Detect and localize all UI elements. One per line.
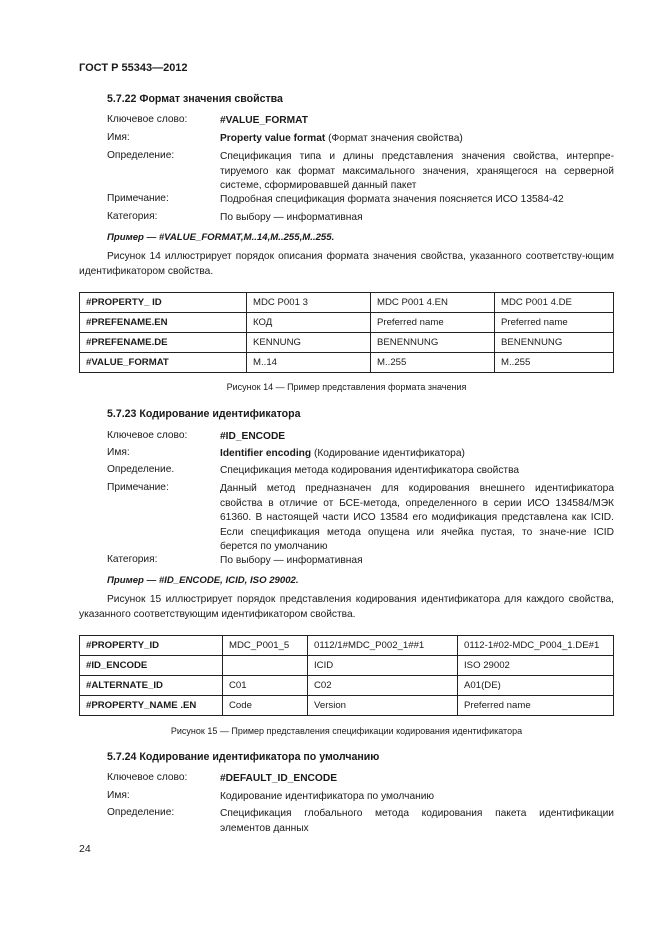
field-label: Имя: xyxy=(107,447,130,458)
figure-15-caption: Рисунок 15 — Пример представления спецификации кодирования идентификатора xyxy=(170,726,523,736)
name-row xyxy=(107,132,614,147)
table-cell: ICID xyxy=(308,656,458,676)
field-label: Определение. xyxy=(107,464,175,475)
field-value: #VALUE_FORMAT xyxy=(220,115,308,126)
name-row xyxy=(107,790,614,805)
document-header: ГОСТ Р 55343—2012 xyxy=(79,62,188,74)
figure-15-table xyxy=(79,635,614,716)
field-value: Спецификация типа и длины представления значения свойства, интерпре-тируемого как формат максимального значения, хранящегося на серверной системе, сформировавшей данный пакет xyxy=(220,151,614,191)
paragraph: Рисунок 14 иллюстрирует порядок описания формата значения свойства, указанного соответству-ющим идентификатором свойства. xyxy=(79,251,614,277)
field-value xyxy=(220,447,614,462)
field-label: Определение: xyxy=(107,807,175,818)
table-cell: ISO 29002 xyxy=(458,656,614,676)
russian-name: (Кодирование идентификатора) xyxy=(311,448,465,459)
field-label: Ключевое слово: xyxy=(107,772,188,783)
section-title-5-7-23: 5.7.23 Кодирование идентификатора xyxy=(107,408,301,420)
figure-14-caption: Рисунок 14 — Пример представления формата значения xyxy=(226,382,467,392)
table-cell: 0112/1#MDC_P002_1##1 xyxy=(308,636,458,656)
category-row xyxy=(107,211,614,226)
table-row xyxy=(80,676,614,696)
table-row xyxy=(80,293,614,313)
field-label: Примечание: xyxy=(107,482,169,493)
definition-row xyxy=(107,464,614,479)
example-prefix: Пример — xyxy=(107,232,159,243)
table-cell: #PROPERTY_ID xyxy=(80,636,223,656)
table-row xyxy=(80,636,614,656)
definition-row xyxy=(107,807,614,836)
table-cell: MDC_P001_5 xyxy=(223,636,308,656)
table-cell: Version xyxy=(308,696,458,716)
keyword-row xyxy=(107,430,614,445)
example-body: #ID_ENCODE, ICID, ISO 29002. xyxy=(158,575,299,586)
table-cell: #PROPERTY_NAME .EN xyxy=(80,696,223,716)
field-value: Спецификация метода кодирования идентификатора свойства xyxy=(220,465,520,476)
table-cell: M..255 xyxy=(495,353,614,373)
field-value xyxy=(220,132,614,147)
field-value: #DEFAULT_ID_ENCODE xyxy=(220,773,337,784)
table-cell xyxy=(223,656,308,676)
table-cell: MDC P001 3 xyxy=(247,293,371,313)
example-body: #VALUE_FORMAT,M..14,M..255,M..255. xyxy=(158,232,335,243)
note-row xyxy=(107,193,614,208)
field-value: #ID_ENCODE xyxy=(220,431,286,442)
table-cell: #VALUE_FORMAT xyxy=(80,353,247,373)
field-label: Имя: xyxy=(107,790,130,801)
field-label: Категория: xyxy=(107,554,158,565)
field-label: Примечание: xyxy=(107,193,169,204)
keyword-row xyxy=(107,772,614,787)
table-cell: #ALTERNATE_ID xyxy=(80,676,223,696)
example-line xyxy=(107,232,334,243)
table-cell: A01(DE) xyxy=(458,676,614,696)
section-title-5-7-22: 5.7.22 Формат значения свойства xyxy=(107,93,283,105)
section-title-5-7-24: 5.7.24 Кодирование идентификатора по умолчанию xyxy=(107,751,380,763)
table-cell: Code xyxy=(223,696,308,716)
table-cell: КОД xyxy=(247,313,371,333)
table-cell: #PREFENAME.DE xyxy=(80,333,247,353)
table-cell: M..14 xyxy=(247,353,371,373)
english-name: Identifier encoding xyxy=(220,448,312,459)
field-value: Спецификация глобального метода кодирования пакета идентификации элементов данных xyxy=(220,808,614,834)
table-cell: Preferred name xyxy=(495,313,614,333)
field-value: Подробная спецификация формата значения поясняется ИСО 13584-42 xyxy=(220,194,564,205)
page-number: 24 xyxy=(79,843,91,855)
paragraph: Рисунок 15 иллюстрирует порядок представления кодирования идентификатора для каждого свойства, указанного соответствующим идентификатором свойства. xyxy=(79,594,614,620)
field-label: Ключевое слово: xyxy=(107,430,188,441)
example-line xyxy=(107,575,299,586)
field-value: Данный метод предназначен для кодирования внешнего идентификатора свойства в отличие от БСЕ-метода, определенного в серии ИСО 134584/МЭК 61360. В настоящей части ИСО 13584 его модификация представлена как ICID. Если спецификация метода опущена или ячейка пустая, то значе-ние ICID берется по умолчанию xyxy=(220,483,614,552)
table-cell: MDC P001 4.DE xyxy=(495,293,614,313)
field-label: Имя: xyxy=(107,132,130,143)
table-cell: KENNUNG xyxy=(247,333,371,353)
table-row xyxy=(80,313,614,333)
example-prefix: Пример — xyxy=(107,575,159,586)
field-label: Ключевое слово: xyxy=(107,114,188,125)
table-row xyxy=(80,696,614,716)
field-label: Определение: xyxy=(107,150,175,161)
table-cell: #PROPERTY_ ID xyxy=(80,293,247,313)
table-row xyxy=(80,333,614,353)
table-row xyxy=(80,353,614,373)
table-cell: #PREFENAME.EN xyxy=(80,313,247,333)
category-row xyxy=(107,554,614,569)
table-cell: C01 xyxy=(223,676,308,696)
table-cell: M..255 xyxy=(371,353,495,373)
table-cell: Preferred name xyxy=(458,696,614,716)
table-row xyxy=(80,656,614,676)
table-cell: C02 xyxy=(308,676,458,696)
table-cell: #ID_ENCODE xyxy=(80,656,223,676)
table-cell: Preferred name xyxy=(371,313,495,333)
russian-name: (Формат значения свойства) xyxy=(325,133,463,144)
english-name: Property value format xyxy=(220,133,326,144)
note-row xyxy=(107,482,614,555)
field-label: Категория: xyxy=(107,211,158,222)
table-cell: BENENNUNG xyxy=(371,333,495,353)
keyword-row xyxy=(107,114,614,129)
definition-row xyxy=(107,150,614,194)
table-cell: BENENNUNG xyxy=(495,333,614,353)
field-value: По выбору — информативная xyxy=(220,555,363,566)
figure-14-table xyxy=(79,292,614,373)
field-value: Кодирование идентификатора по умолчанию xyxy=(220,791,435,802)
field-value: По выбору — информативная xyxy=(220,212,363,223)
table-cell: 0112-1#02-MDC_P004_1.DE#1 xyxy=(458,636,614,656)
table-cell: MDC P001 4.EN xyxy=(371,293,495,313)
name-row xyxy=(107,447,614,462)
